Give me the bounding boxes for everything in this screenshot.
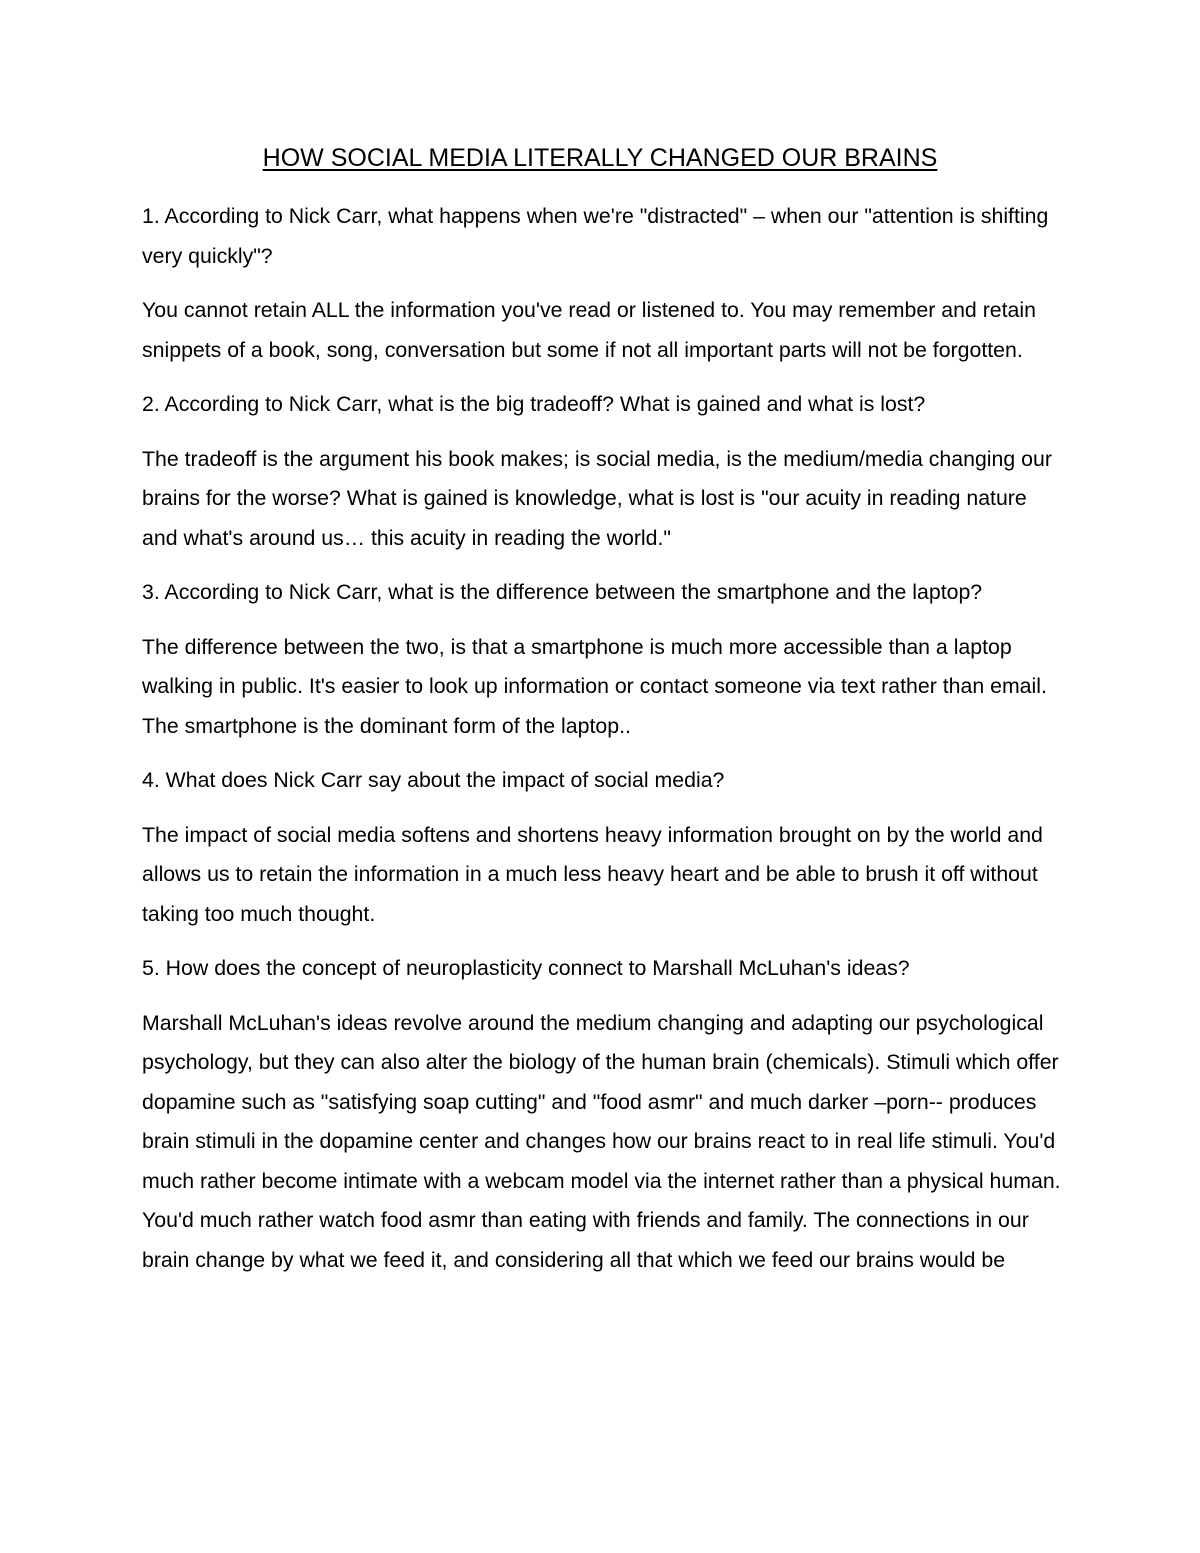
- answer-3: The difference between the two, is that a smartphone is much more accessible than a laptop walking in public. It's easier to look up information or contact someone via text rather than email. The smartphone is the dominant form of the laptop..: [142, 634, 1047, 738]
- answer-5: Marshall McLuhan's ideas revolve around the medium changing and adapting our psychological psychology, but they can also alter the biology of the human brain (chemicals). Stimuli which offer dopamine such as "satisfying soap cutting" and "food asmr" and much darker –porn-- produces brain stimuli in the dopamine center and changes how our brains react to in real life stimuli. You'd much rather become intimate with a webcam model via the internet rather than a physical human. You'd much rather watch food asmr than eating with friends and family. The connections in our brain change by what we feed it, and considering all that which we feed our brains would be: [142, 1010, 1061, 1272]
- answer-2: The tradeoff is the argument his book makes; is social media, is the medium/media changing our brains for the worse? What is gained is knowledge, what is lost is "our acuity in reading nature and what's around us… this acuity in reading the world.": [142, 446, 1052, 550]
- answer-4: The impact of social media softens and shortens heavy information brought on by the world and allows us to retain the information in a much less heavy heart and be able to brush it off without taking too much thought.: [142, 822, 1043, 926]
- document-body: [142, 197, 1062, 1295]
- question-5: 5. How does the concept of neuroplasticity connect to Marshall McLuhan's ideas?: [142, 956, 910, 980]
- answer-1: You cannot retain ALL the information you've read or listened to. You may remember and retain snippets of a book, song, conversation but some if not all important parts will not be forgotten.: [142, 298, 1036, 362]
- question-3: 3. According to Nick Carr, what is the difference between the smartphone and the laptop?: [142, 580, 983, 604]
- question-4: 4. What does Nick Carr say about the impact of social media?: [142, 768, 725, 792]
- question-2: 2. According to Nick Carr, what is the big tradeoff? What is gained and what is lost?: [142, 392, 926, 416]
- document-title: HOW SOCIAL MEDIA LITERALLY CHANGED OUR BRAINS: [262, 144, 938, 172]
- question-1: 1. According to Nick Carr, what happens when we're "distracted" – when our "attention is shifting very quickly"?: [142, 204, 1049, 268]
